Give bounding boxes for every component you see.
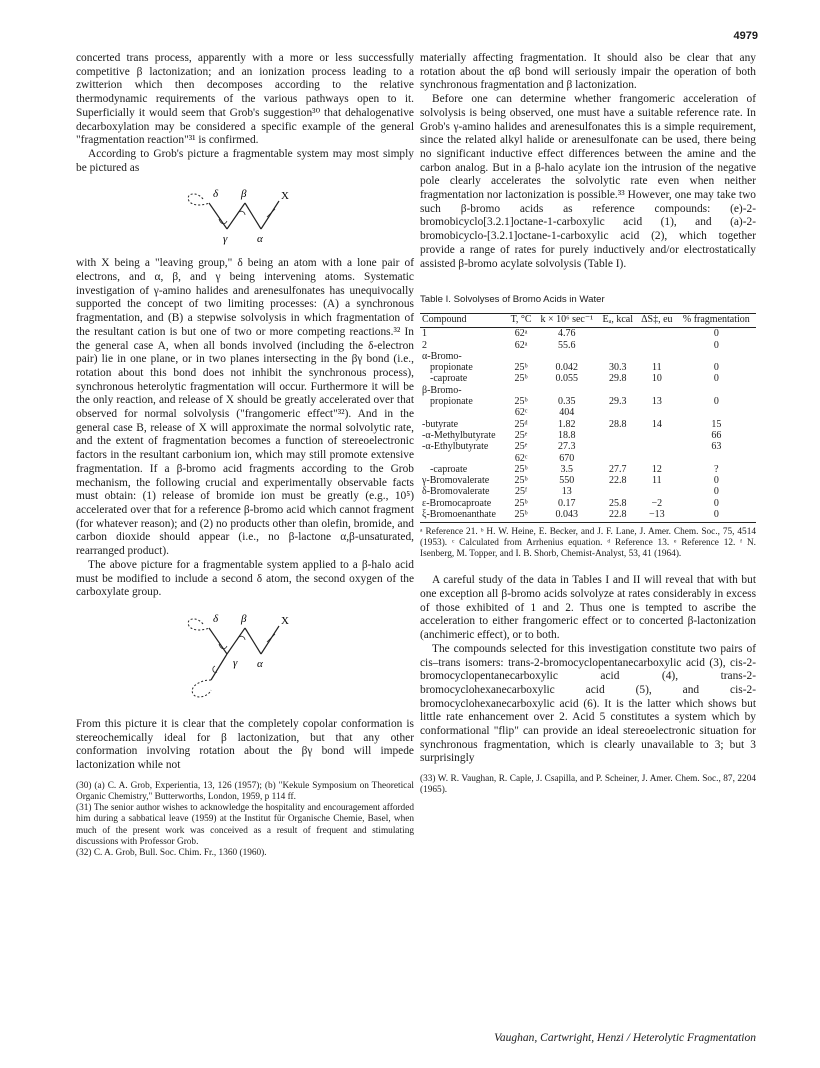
- table-cell-ds: [637, 407, 677, 418]
- table-cell-ea: [598, 328, 637, 340]
- table-cell-ea: [598, 430, 637, 441]
- table-cell-frag: [677, 453, 756, 464]
- table-cell-ds: 11: [652, 362, 662, 374]
- table-cell-ea: 29.8: [608, 373, 627, 385]
- table-cell-compound: [420, 453, 507, 464]
- table-row: [420, 362, 756, 373]
- table-cell-t: 25ᵇ: [514, 362, 528, 374]
- table-row: [420, 373, 756, 384]
- table-cell-compound: δ-Bromovalerate: [422, 486, 490, 498]
- table-cell-frag: 0: [713, 373, 719, 385]
- table-row: [420, 351, 756, 362]
- x-label: X: [281, 190, 289, 203]
- running-footer: Vaughan, Cartwright, Henzi / Heterolytic Fragmentation: [494, 1032, 756, 1044]
- fragmentable-system-diagram: [175, 185, 315, 247]
- table-row: [420, 407, 756, 418]
- table-cell-ds: [637, 441, 677, 452]
- table-cell-k: 27.3: [558, 441, 576, 453]
- alpha-label: α: [257, 233, 263, 246]
- right-column: [420, 52, 756, 797]
- table-cell-ds: 12: [651, 463, 662, 475]
- table-cell-compound: β-Bromo-: [422, 384, 462, 396]
- table-cell-ea: 22.8: [608, 475, 627, 487]
- table-cell-ea: 22.8: [598, 509, 637, 523]
- table-row: [420, 498, 756, 509]
- table-cell-frag: 0: [713, 486, 719, 498]
- table-cell-ds: 10: [651, 373, 662, 385]
- paragraph: According to Grob's picture a fragmentable system may most simply be pictured as: [76, 147, 414, 174]
- table-cell-ea: [598, 351, 637, 362]
- table-cell-k: 550: [559, 475, 575, 487]
- table-cell-k: 13: [561, 486, 572, 498]
- table-cell-t: [507, 385, 535, 396]
- table-cell-k: 404: [559, 407, 575, 419]
- footnote: (30) (a) C. A. Grob, Experientia, 13, 126 (1957); (b) "Kekule Symposium on Theoretical Organic Chemistry," Butterworths, London, 1959, p 114 ff.: [76, 780, 414, 802]
- table-cell-t: 25ᵉ: [514, 441, 528, 453]
- table-cell-t: 25ᵇ: [507, 509, 535, 523]
- table-cell-ea: 28.8: [608, 418, 627, 430]
- table-cell-ds: [637, 351, 677, 362]
- table-cell-ea: [598, 441, 637, 452]
- table-cell-compound: -caproate: [430, 373, 468, 385]
- table-cell-ea: 30.3: [608, 362, 627, 374]
- fragmentable-carboxylate-diagram: [175, 610, 315, 708]
- table-cell-t: 25ᶠ: [515, 486, 528, 498]
- table-cell-k: 3.5: [560, 463, 574, 475]
- table-cell-ea: [598, 453, 637, 464]
- table-row: [420, 486, 756, 497]
- table-cell-compound: [420, 407, 507, 418]
- table-cell-compound: 2: [422, 339, 427, 351]
- table-row: [420, 419, 756, 430]
- col-fragmentation: % fragmentation: [677, 313, 756, 327]
- table-row: [420, 509, 756, 523]
- table-cell-ea: [598, 385, 637, 396]
- table-cell-ds: [637, 453, 677, 464]
- paragraph: materially affecting fragmentation. It should also be clear that any rotation about the αβ bond will seriously impair the operation of both synchronous fragmentation and β lactonization.: [420, 52, 756, 92]
- table-cell-frag: 0: [713, 328, 719, 340]
- table-cell-k: 0.043: [535, 509, 598, 523]
- table-cell-compound: propionate: [430, 396, 473, 408]
- paragraph: The compounds selected for this investigation constitute two pairs of cis–trans isomers: trans-2-bromocyclopentanecarboxylic acid (3), cis-2-bromocyclopentanecarboxylic acid (4), trans-2-bromocyclohexanecarboxylic acid (5), and cis-2-bromocyclohexanecarboxylic acid (6). It is the latter which shows but little rate enhancement over 2. Acid 5 constitutes a system which by conformational "flip" can provide an ideal stereoelectronic situation for synchronous fragmentation, which is clearly unavailable to 3; but 3 surprisingly: [420, 642, 756, 765]
- table-cell-ds: [637, 328, 677, 340]
- paragraph: Before one can determine whether frangomeric acceleration of solvolysis is being observed, one must have a suitable reference rate. In Grob's γ-amino halides and arenesulfonates this is a simple requirement, since the related alkyl halide or arenesulfonate can be used, there being no significant inductive effect differences between the amine and the carbon analog. But in a β-halo acylate ion the intrusion of the negative pole clearly accelerates the solvolytic rate even when neither fragmentation nor lactonization is possible.³³ However, one may take two such β-bromo acids as reference compounds: (e)-2-bromobicyclo[3.2.1]octane-1-carboxylic acid (1), and (a)-2-bromobicyclo-[3.2.1]octane-1-carboxylic acid (2), which together provide a range of rates for purely inductively and/or electrostatically assisted β-bromo acylate solvolysis (Table I).: [420, 93, 756, 270]
- table-cell-frag: 0: [713, 362, 719, 374]
- table-cell-k: 4.76: [558, 328, 576, 340]
- table-cell-k: 0.042: [555, 362, 579, 374]
- table-cell-t: 62ᶜ: [514, 407, 528, 419]
- table-cell-t: 25ᵉ: [514, 429, 528, 441]
- paragraph: A careful study of the data in Tables I and II will reveal that with but one exception all β-bromo acids solvolyze at rates considerably in excess of those exhibited of 1 and 2. Thus one is tempted to ascribe the acceleration to either frangomeric effect or to concerted β-lactonization (anchimeric effect), or to both.: [420, 574, 756, 642]
- table-cell-ds: [637, 430, 677, 441]
- table-cell-k: 55.6: [558, 339, 576, 351]
- table-cell-k: 1.82: [558, 418, 576, 430]
- table-cell-frag: 15: [711, 418, 722, 430]
- gamma-label: γ: [233, 656, 238, 669]
- table-cell-k: [535, 385, 598, 396]
- footnote: (32) C. A. Grob, Bull. Soc. Chim. Fr., 1360 (1960).: [76, 847, 267, 858]
- table-cell-frag: [677, 385, 756, 396]
- gamma-label: γ: [223, 233, 228, 246]
- table-notes: ᵃ Reference 21. ᵇ H. W. Heine, E. Becker, and J. F. Lane, J. Amer. Chem. Soc., 75, 4514 (1953). ᶜ Calculated from Arrhenius equation. ᵈ Reference 13. ᵉ Reference 12. ᶠ N. Isenberg, M. Topper, and I. B. Shorb, Chemist-Analyst, 53, 41 (1964).: [420, 527, 756, 560]
- table-row: [420, 464, 756, 475]
- table-cell-frag: ?: [714, 463, 719, 475]
- table-cell-ds: −13: [637, 509, 677, 523]
- table-cell-compound: -α-Ethylbutyrate: [422, 441, 489, 453]
- table-cell-ea: 27.7: [608, 463, 627, 475]
- page-number: 4979: [733, 30, 758, 42]
- paragraph: with X being a "leaving group," δ being an atom with a lone pair of electrons, and α, β, and γ being intervening atoms. Systematic investigation of γ-amino halides and arenesulfonates has unequivocally supported the concept of two limiting processes: (A) a synchronous fragmentation, and (B) a stepwise solvolysis in which fragmentation of the resultant cation is but one of two or more competing reactions.³² In the general case A, when all bonds involved (including the δ-electron pair) lie in one plane, or in two planes intersecting in the βγ bond (i.e., rotation about this bond does not inhibit the synchronous process), synchronous heterolytic fragmentation will occur. Furthermore it will be the only reaction, and release of X should be greatly accelerated over that observed for normal solvolysis ("frangomeric effect"³²). And in the general case B, release of X will approximate the normal solvolytic rate, and the extent of fragmentation becomes a function of stereoelectronic factors in the resultant carbonium ion, which may still promote extensive fragmentation. If a β-bromo acid fragments according to the Grob mechanism, the following crucial and experimentally observable facts must obtain: (1) release of bromide ion must be greatly (e.g., 10⁵) accelerated over that for a reference β-bromo acid which cannot fragment (for whatever reason); and (2) no products other than olefin, bromide, and carbon dioxide should appear (i.e., no β-lactone α,β-unsaturated, rearranged product).: [76, 257, 414, 558]
- table-cell-compound: -caproate: [430, 463, 468, 475]
- table-cell-compound: γ-Bromovalerate: [422, 475, 490, 487]
- table-cell-compound: 1: [422, 328, 427, 340]
- table-title: Table I. Solvolyses of Bromo Acids in Water: [420, 294, 605, 306]
- table-cell-ea: [598, 340, 637, 351]
- paragraph: From this picture it is clear that the completely copolar conformation is stereochemically ideal for β lactonization, but that any other conformation involving rotation about the βγ bond will impede lactonization while not: [76, 717, 414, 772]
- table-cell-ds: [637, 340, 677, 351]
- col-activation-energy: Eₐ, kcal: [598, 313, 637, 327]
- table-cell-frag: 63: [711, 441, 722, 453]
- footnotes: [420, 774, 756, 796]
- table-cell-t: 25ᵇ: [514, 475, 528, 487]
- table-cell-k: 670: [559, 452, 575, 464]
- table-cell-ea: 25.8: [608, 497, 627, 509]
- table-cell-ds: 11: [652, 475, 662, 487]
- table-row: [420, 340, 756, 351]
- footnotes: [76, 781, 414, 859]
- table-cell-frag: 0: [713, 396, 719, 408]
- table-cell-t: 25ᵇ: [514, 396, 528, 408]
- footnote: (31) The senior author wishes to acknowledge the hospitality and encouragement afforded him during a sabbatical leave (1959) at the Institut für Organische Chemie, Basel, when much of the present work was conceived as a result of frequent and stimulating discussions with Professor Grob.: [76, 803, 414, 847]
- table-row: [420, 385, 756, 396]
- table-row: [420, 430, 756, 441]
- table-cell-frag: 0: [713, 475, 719, 487]
- table-cell-t: 62ᵃ: [514, 328, 528, 340]
- table-row: [420, 396, 756, 407]
- col-temperature: T, °C: [507, 313, 535, 327]
- delta-label: δ: [213, 188, 219, 201]
- table-cell-compound: ξ-Bromoenanthate: [420, 509, 507, 523]
- beta-label: β: [241, 188, 247, 201]
- table-cell-t: 25ᵈ: [514, 418, 528, 430]
- table-cell-ea: [598, 486, 637, 497]
- table-cell-t: 62ᵃ: [514, 339, 528, 351]
- table-cell-compound: propionate: [430, 362, 473, 374]
- table-cell-ds: [637, 385, 677, 396]
- delta-label: δ: [213, 612, 219, 625]
- paragraph: The above picture for a fragmentable system applied to a β-halo acid must be modified to include a second δ atom, the second oxygen of the carboxylate group.: [76, 558, 414, 599]
- table-cell-compound: α-Bromo-: [422, 350, 462, 362]
- table-cell-k: [535, 351, 598, 362]
- left-column: [76, 52, 414, 859]
- beta-label: β: [241, 612, 247, 625]
- col-compound: Compound: [420, 313, 507, 327]
- footnote: (33) W. R. Vaughan, R. Caple, J. Csapilla, and P. Scheiner, J. Amer. Chem. Soc., 87, 2204 (1965).: [420, 774, 756, 796]
- table-cell-ds: −2: [651, 497, 663, 509]
- table-cell-k: 0.17: [558, 497, 576, 509]
- solvolysis-table: [420, 313, 756, 523]
- table-cell-frag: 0: [677, 509, 756, 523]
- col-entropy: ΔS‡, eu: [637, 313, 677, 327]
- table-row: [420, 441, 756, 452]
- table-cell-ea: [598, 407, 637, 418]
- table-cell-k: 0.35: [558, 396, 576, 408]
- table-body: [420, 328, 756, 523]
- table-cell-ds: 14: [651, 418, 662, 430]
- table-row: [420, 475, 756, 486]
- table-cell-frag: [677, 351, 756, 362]
- table-cell-compound: -butyrate: [422, 418, 459, 430]
- table-cell-ds: [637, 486, 677, 497]
- table-cell-t: 25ᵇ: [514, 497, 528, 509]
- table-cell-k: 0.055: [555, 373, 579, 385]
- table-cell-t: [507, 351, 535, 362]
- table-row: [420, 328, 756, 340]
- table-cell-compound: ε-Bromocaproate: [422, 497, 492, 509]
- table-cell-frag: 0: [713, 497, 719, 509]
- alpha-label: α: [257, 657, 263, 670]
- table-cell-k: 18.8: [558, 429, 576, 441]
- table-cell-frag: 66: [711, 429, 722, 441]
- table-cell-t: 25ᵇ: [514, 463, 528, 475]
- col-rate: k × 10⁶ sec⁻¹: [535, 313, 598, 327]
- table-cell-ds: 13: [651, 396, 662, 408]
- table-cell-t: 62ᶜ: [514, 452, 528, 464]
- table-cell-frag: 0: [713, 339, 719, 351]
- paragraph: concerted trans process, apparently with a more or less successfully competitive β lactonization; and an ionization process leading to a zwitterion which then decomposes according to the relative thermodynamic requirements of the various pathways open to it. Superficially it would seem that Grob's suggestion³⁰ that dehalogenative decarboxylation may be considered a specific example of the general "fragmentation reaction"³¹ is confirmed.: [76, 52, 414, 147]
- x-label: X: [281, 614, 289, 627]
- table-cell-frag: [677, 407, 756, 418]
- table-cell-ea: 29.3: [608, 396, 627, 408]
- table-row: [420, 453, 756, 464]
- table-cell-t: 25ᵇ: [514, 373, 528, 385]
- table-cell-compound: -α-Methylbutyrate: [422, 429, 496, 441]
